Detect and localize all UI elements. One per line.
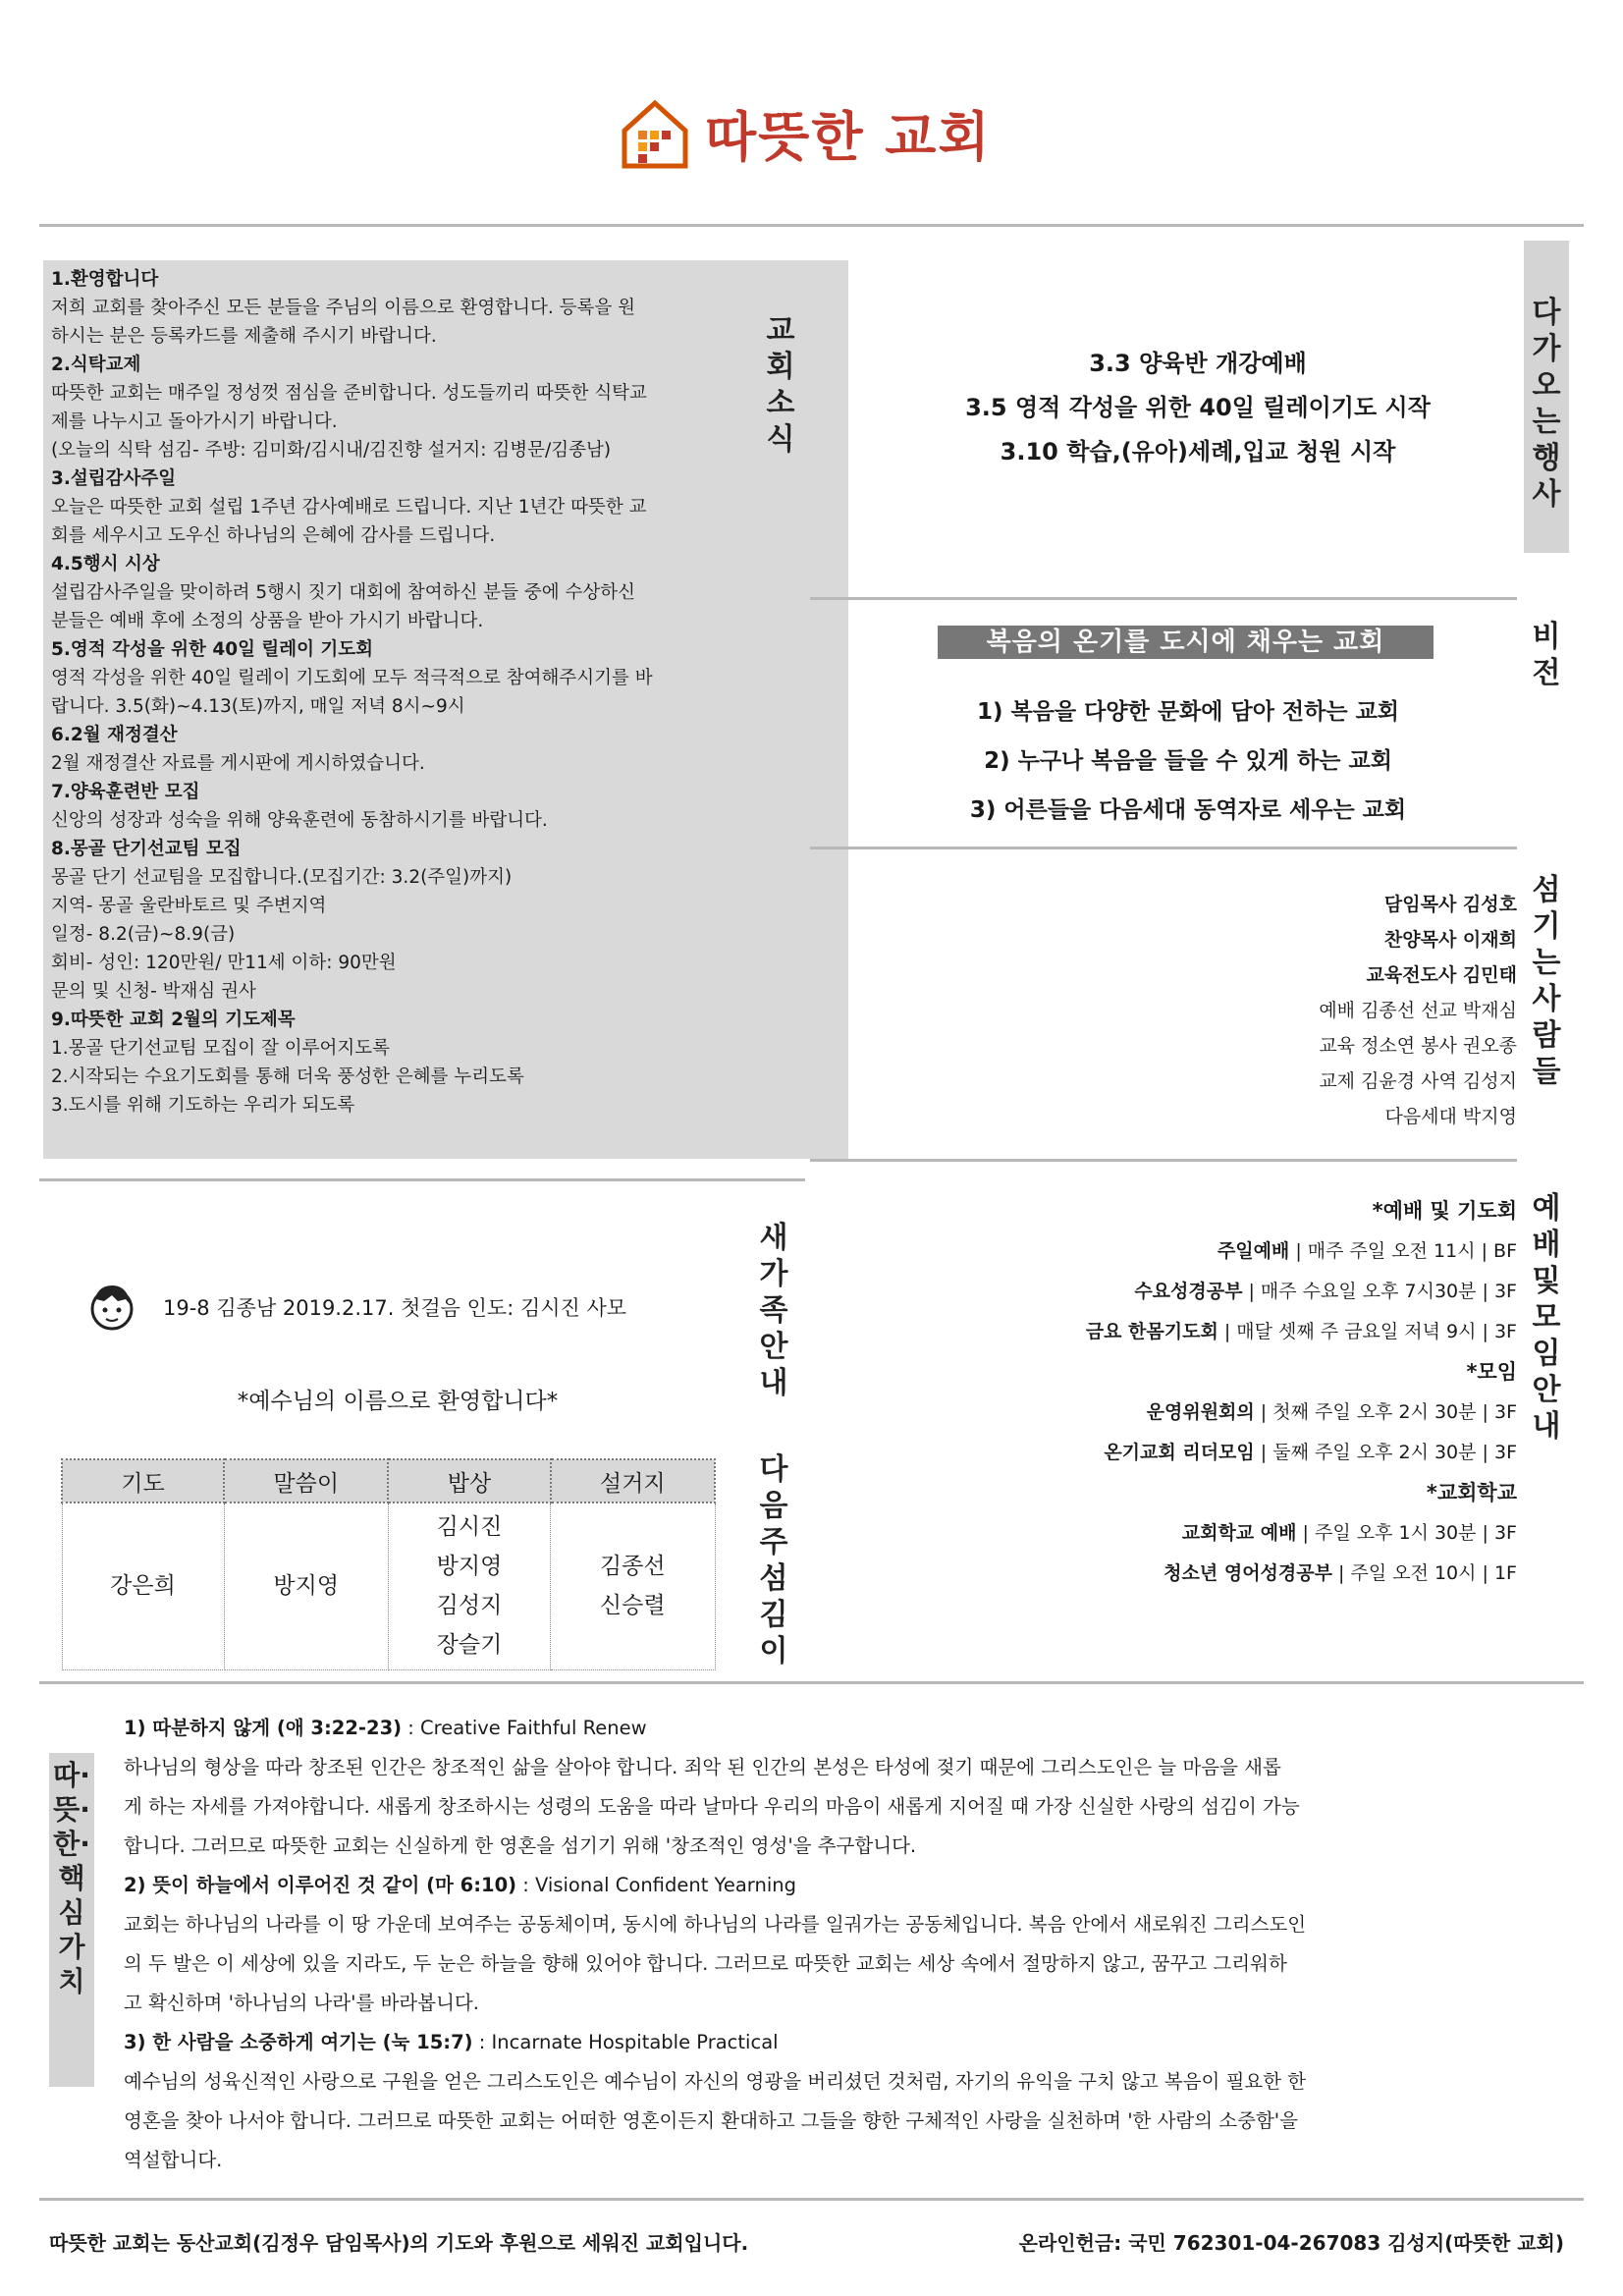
news-line: 제를 나누시고 돌아가시기 바랍니다. (51, 411, 338, 432)
worship-row (913, 1513, 1517, 1554)
worship-row (913, 1554, 1517, 1594)
news-line: 분들은 예배 후에 소정의 상품을 받아 가시기 바랍니다. (51, 611, 484, 631)
news-line: 회비- 성인: 120만원/ 만11세 이하: 90만원 (51, 953, 397, 973)
vision-label: 비전 (1532, 620, 1561, 690)
core-line: 교회는 하나님의 나라를 이 땅 가운데 보여주는 공동체이며, 동시에 하나님의 나라를 일궈가는 공동체입니다. 복음 안에서 새로워진 그리스도인 (124, 1913, 1307, 1936)
worship-detail: | 주일 오후 1시 30분 | 3F (1296, 1522, 1517, 1544)
worship-name: 운영위원회의 (1146, 1401, 1255, 1423)
servant-name: 김시진 (436, 1514, 503, 1541)
news-line: 랍니다. 3.5(화)~4.13(토)까지, 매일 저녁 8시~9시 (51, 696, 465, 717)
servants-header: 밥상 (388, 1459, 550, 1503)
core-line: 영혼을 찾아 나서야 합니다. 그러므로 따뜻한 교회는 어떠한 영혼이든지 환대하고 그들을 향한 구체적인 사랑을 실천하며 '한 사람의 소중함'을 (124, 2109, 1299, 2132)
news-item (51, 265, 778, 351)
news-line: 2.시작되는 수요기도회를 통해 더욱 풍성한 은혜를 누리도록 (51, 1066, 524, 1087)
servant-name: 김종선 (599, 1554, 666, 1580)
upcoming-item: 3.3 양육반 개강예배 (1089, 350, 1307, 377)
servant-name: 방지영 (436, 1554, 503, 1580)
worship-name: 주일예배 (1217, 1240, 1290, 1262)
church-logo (619, 79, 1011, 187)
servants-cell (388, 1503, 550, 1669)
church-name: 따뜻한 교회 (705, 105, 992, 168)
vision-item: 2) 누구나 복음을 들을 수 있게 하는 교회 (984, 748, 1392, 774)
core-line: 하나님의 형상을 따라 창조된 인간은 창조적인 삶을 살아야 합니다. 죄악 된 인간의 본성은 타성에 젖기 때문에 그리스도인은 늘 마음을 새롭 (124, 1756, 1281, 1778)
welcome-message: *예수님의 이름으로 환영합니다* (237, 1389, 559, 1414)
news-item (51, 550, 778, 635)
servants-cell (224, 1503, 388, 1669)
news-line: 오늘은 따뜻한 교회 설립 1주년 감사예배로 드립니다. 지난 1년간 따뜻한 교 (51, 497, 647, 518)
upcoming-label: 다가오는행사 (1524, 241, 1569, 553)
news-item (51, 465, 778, 550)
news-line: 3.도시를 위해 기도하는 우리가 되도록 (51, 1095, 355, 1116)
worship-label: 예배및모임안내 (1532, 1191, 1561, 1444)
core-heading (124, 1866, 1567, 1905)
core-values (124, 1709, 1567, 2180)
servants-header-row (62, 1459, 715, 1503)
staff-line: 교육 정소연 봉사 권오종 (1319, 1035, 1517, 1057)
core-title: 1) 따분하지 않게 (애 3:22-23) (124, 1717, 403, 1739)
core-line: 합니다. 그러므로 따뜻한 교회는 신실하게 한 영혼을 섬기기 위해 '창조적인 영성'을 추구합니다. (124, 1834, 917, 1857)
newfamily-label: 새가족안내 (759, 1221, 788, 1400)
servant-name: 신승렬 (599, 1593, 666, 1619)
staff-line: 담임목사 김성호 (1383, 894, 1517, 915)
footer-sponsor: 따뜻한 교회는 동산교회(김정우 담임목사)의 기도와 후원으로 세워진 교회입니다. (49, 2231, 749, 2255)
vision-item: 3) 어른들을 다음세대 동역자로 세우는 교회 (969, 797, 1407, 823)
core-line: 고 확신하며 '하나님의 나라'를 바라봅니다. (124, 1992, 479, 2014)
core-english: : Incarnate Hospitable Practical (472, 2031, 779, 2053)
news-bottom-divider (39, 1178, 805, 1181)
servants-label: 다음주섬김이 (759, 1452, 788, 1668)
servant-name: 강은희 (110, 1573, 176, 1600)
worship-heading: *모임 (1466, 1360, 1517, 1384)
upcoming-item: 3.10 학습,(유아)세례,입교 청원 시작 (1000, 438, 1396, 465)
news-heading: 1.환영합니다 (51, 269, 159, 290)
news-line: 하시는 분은 등록카드를 제출해 주시기 바랍니다. (51, 326, 437, 347)
footer-offering: 온라인헌금: 국민 762301-04-267083 김성지(따뜻한 교회) (1018, 2231, 1564, 2255)
news-heading: 3.설립감사주일 (51, 468, 177, 489)
staff-line: 다음세대 박지영 (1384, 1106, 1517, 1127)
worship-row (913, 1312, 1517, 1352)
servant-name: 장슬기 (436, 1632, 503, 1659)
vision-list (913, 687, 1463, 835)
news-line: 지역- 몽골 울란바토르 및 주변지역 (51, 896, 327, 916)
vision-banner: 복음의 온기를 도시에 채우는 교회 (938, 626, 1434, 659)
staff-line: 예배 김종선 선교 박재심 (1319, 1000, 1517, 1021)
upcoming-divider (810, 597, 1517, 600)
news-item (51, 721, 778, 778)
news-label: 교회소식 (766, 313, 795, 457)
news-heading: 9.따뜻한 교회 2월의 기도제목 (51, 1010, 296, 1030)
worship-detail: | 매주 주일 오전 11시 | BF (1289, 1240, 1517, 1262)
servant-name: 김성지 (436, 1593, 503, 1619)
core-english: : Creative Faithful Renew (402, 1717, 647, 1739)
worship-name: 온기교회 리더모임 (1104, 1442, 1255, 1463)
staff-divider (810, 1159, 1517, 1162)
house-logo-icon (619, 93, 691, 172)
header-divider (39, 224, 1584, 227)
servants-cell (551, 1503, 716, 1669)
news-heading: 5.영적 각성을 위한 40일 릴레이 기도회 (51, 639, 374, 660)
news-line: 1.몽골 단기선교팀 모집이 잘 이루어지도록 (51, 1038, 390, 1059)
worship-detail: | 첫째 주일 오후 2시 30분 | 3F (1254, 1401, 1517, 1423)
worship-name: 교회학교 예배 (1181, 1522, 1297, 1544)
vision-divider (810, 847, 1517, 849)
core-line: 예수님의 성육신적인 사랑으로 구원을 얻은 그리스도인은 예수님이 자신의 영광을 버리셨던 것처럼, 자기의 유익을 구치 않고 복음이 필요한 한 (124, 2070, 1307, 2093)
news-line: 문의 및 신청- 박재심 권사 (51, 981, 256, 1002)
core-heading (124, 1709, 1567, 1748)
worship-heading: *교회학교 (1426, 1481, 1517, 1504)
news-heading: 6.2월 재정결산 (51, 725, 178, 745)
servants-header: 기도 (62, 1459, 224, 1503)
worship-schedule (913, 1191, 1517, 1594)
news-line: 설립감사주일을 맞이하려 5행시 짓기 대회에 참여하신 분들 중에 수상하신 (51, 582, 635, 603)
worship-row (913, 1433, 1517, 1473)
news-line: 신앙의 성장과 성숙을 위해 양육훈련에 동참하시기를 바랍니다. (51, 810, 548, 831)
news-line: 일정- 8.2(금)~8.9(금) (51, 924, 236, 945)
worship-detail: | 주일 오전 10시 | 1F (1331, 1562, 1517, 1584)
servants-row (62, 1503, 715, 1669)
worship-detail: | 매주 수요일 오후 7시30분 | 3F (1242, 1281, 1517, 1302)
staff-list (982, 887, 1517, 1134)
worship-heading: *예배 및 기도회 (1372, 1199, 1517, 1223)
news-item (51, 1006, 778, 1120)
core-title: 3) 한 사람을 소중하게 여기는 (눅 15:7) (124, 2031, 473, 2053)
staff-line: 찬양목사 이재희 (1383, 929, 1517, 951)
servants-header: 말씀이 (224, 1459, 388, 1503)
worship-name: 청소년 영어성경공부 (1163, 1562, 1332, 1584)
person-face-icon (88, 1282, 135, 1333)
news-line: 저희 교회를 찾아주신 모든 분들을 주님의 이름으로 환영합니다. 등록을 원 (51, 298, 635, 318)
worship-name: 금요 한몸기도회 (1085, 1321, 1218, 1342)
servants-cell (62, 1503, 224, 1669)
worship-row (913, 1393, 1517, 1433)
worship-name: 수요성경공부 (1134, 1281, 1243, 1302)
news-line: (오늘의 식탁 섬김- 주방: 김미화/김시내/김진향 설거지: 김병문/김종남) (51, 440, 612, 461)
core-label: 따·뜻·한·핵심가치 (49, 1753, 94, 2087)
news-item (51, 351, 778, 465)
core-heading (124, 2023, 1567, 2062)
core-top-divider (39, 1681, 1584, 1684)
news-item (51, 778, 778, 835)
staff-label: 섬기는사람들 (1532, 873, 1561, 1089)
core-line: 게 하는 자세를 가져야합니다. 새롭게 창조하시는 성령의 도움을 따라 날마다 우리의 마음이 새롭게 지어질 때 가장 신실한 사랑의 섬김이 가능 (124, 1795, 1300, 1818)
news-heading: 7.양육훈련반 모집 (51, 782, 200, 802)
worship-row (913, 1272, 1517, 1312)
news-line: 2월 재정결산 자료를 게시판에 게시하였습니다. (51, 753, 425, 774)
news-item (51, 635, 778, 721)
staff-line: 교제 김윤경 사역 김성지 (1319, 1070, 1517, 1092)
footer-divider (39, 2198, 1584, 2201)
news-list (51, 265, 778, 1120)
worship-detail: | 둘째 주일 오후 2시 30분 | 3F (1254, 1442, 1517, 1463)
upcoming-events (854, 342, 1542, 474)
news-heading: 2.식탁교제 (51, 355, 141, 375)
newcomer-text: 19-8 김종남 2019.2.17. 첫걸음 인도: 김시진 사모 (163, 1296, 627, 1320)
core-line: 역설합니다. (124, 2149, 223, 2171)
core-title: 2) 뜻이 하늘에서 이루어진 것 같이 (마 6:10) (124, 1874, 517, 1896)
core-english: : Visional Confident Yearning (516, 1874, 796, 1896)
newcomer-info (88, 1282, 717, 1333)
servants-table (61, 1458, 716, 1670)
servants-header: 설거지 (551, 1459, 716, 1503)
news-heading: 4.5행시 시상 (51, 554, 160, 574)
vision-item: 1) 복음을 다양한 문화에 담아 전하는 교회 (976, 699, 1400, 725)
staff-line: 교육전도사 김민태 (1366, 964, 1517, 986)
news-line: 따뜻한 교회는 매주일 정성껏 점심을 준비합니다. 성도들끼리 따뜻한 식탁교 (51, 383, 647, 404)
servant-name: 방지영 (273, 1573, 340, 1600)
news-line: 영적 각성을 위한 40일 릴레이 기도회에 모두 적극적으로 참여해주시기를 바 (51, 668, 653, 688)
news-panel (43, 260, 848, 1159)
upcoming-item: 3.5 영적 각성을 위한 40일 릴레이기도 시작 (965, 394, 1431, 421)
news-line: 몽골 단기 선교팀을 모집합니다.(모집기간: 3.2(주일)까지) (51, 867, 513, 888)
news-heading: 8.몽골 단기선교팀 모집 (51, 839, 242, 859)
worship-detail: | 매달 셋째 주 금요일 저녁 9시 | 3F (1217, 1321, 1517, 1342)
news-item (51, 835, 778, 1006)
core-line: 의 두 발은 이 세상에 있을 지라도, 두 눈은 하늘을 향해 있어야 합니다. 그러므로 따뜻한 교회는 세상 속에서 절망하지 않고, 꿈꾸고 그리워하 (124, 1952, 1287, 1975)
news-line: 회를 세우시고 도우신 하나님의 은혜에 감사를 드립니다. (51, 525, 496, 546)
worship-row (913, 1231, 1517, 1272)
